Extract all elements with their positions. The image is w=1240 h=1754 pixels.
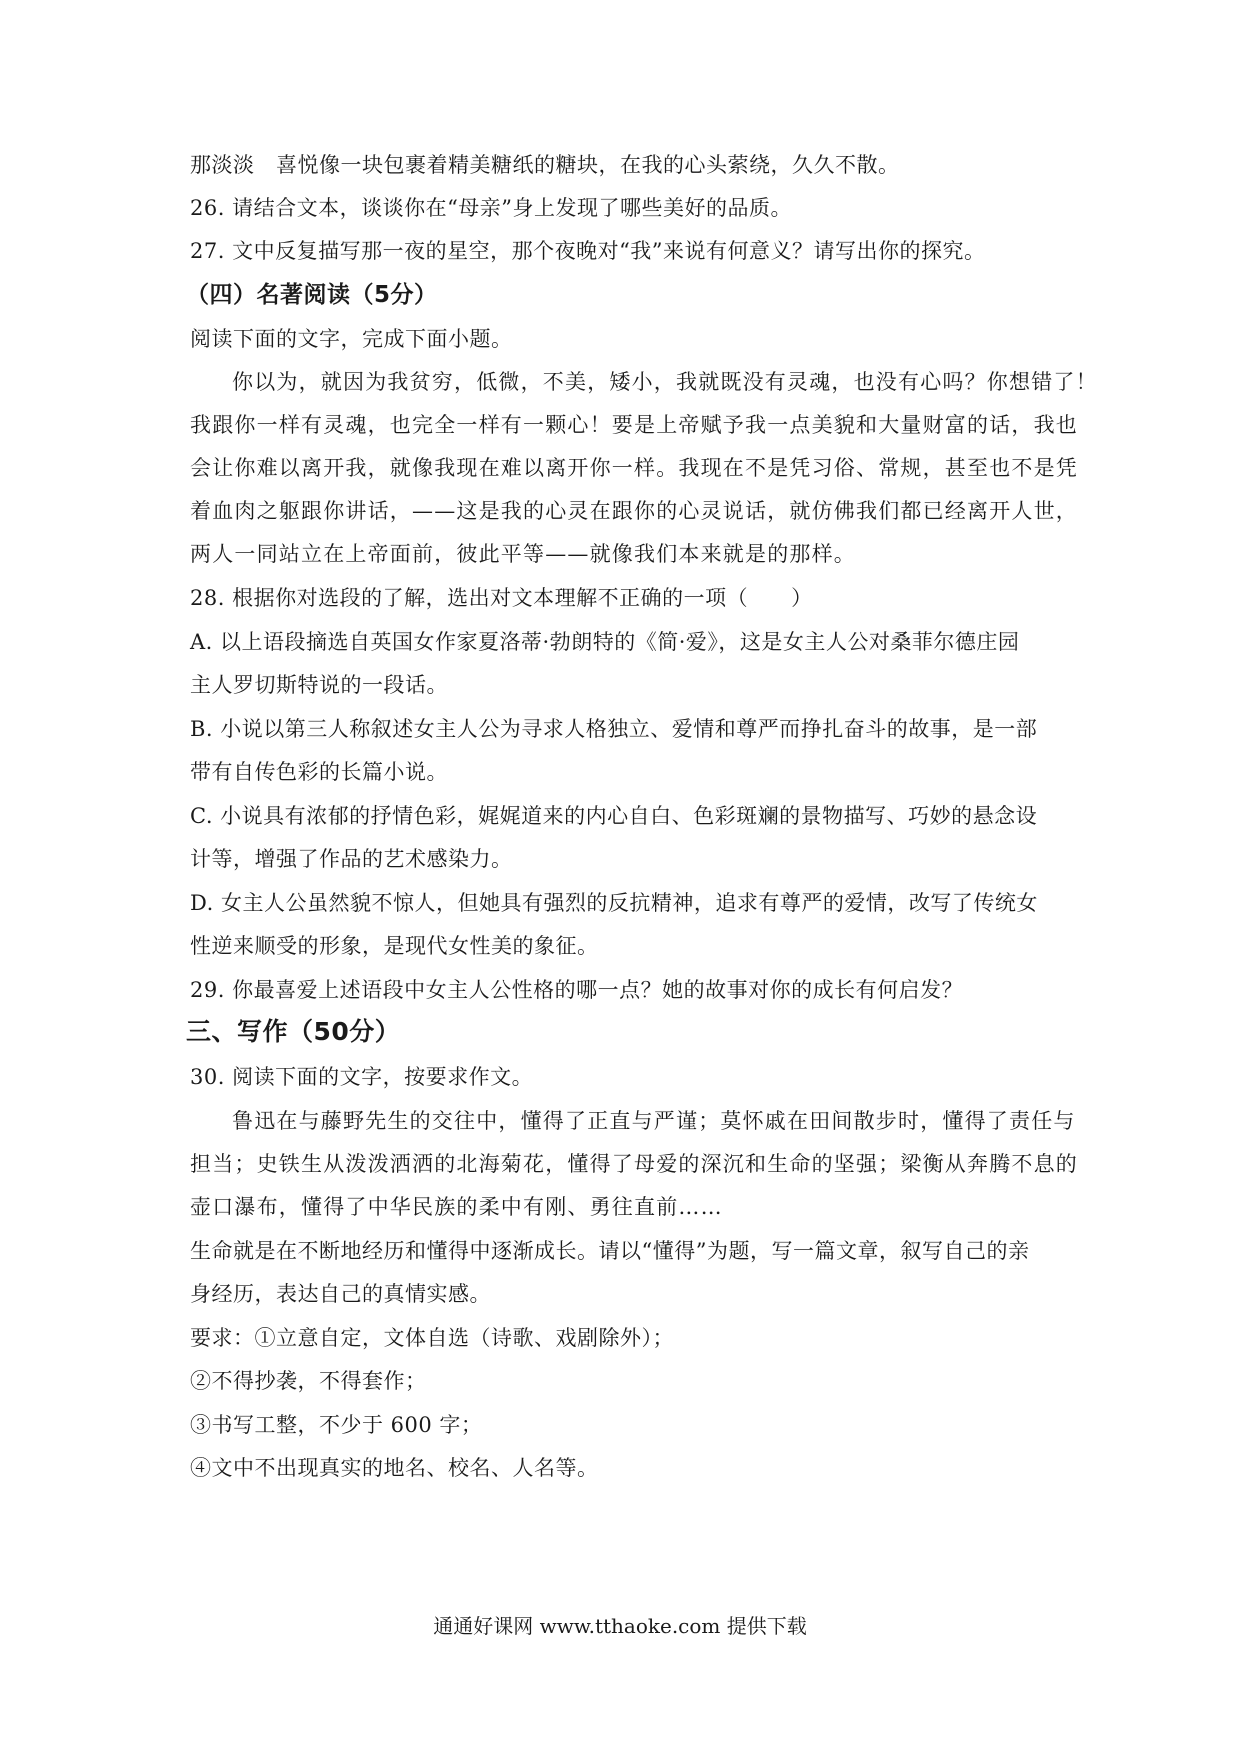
page-footer: 通通好课网 www.tthaoke.com 提供下载 <box>433 1614 807 1638</box>
writing-prompt-line: 身经历，表达自己的真情实感。 <box>190 1282 491 1306</box>
question-30: 30. 阅读下面的文字，按要求作文。 <box>190 1065 534 1089</box>
option-d-line2: 性逆来顺受的形象，是现代女性美的象征。 <box>190 934 599 958</box>
option-a-line2: 主人罗切斯特说的一段话。 <box>190 673 448 697</box>
excerpt-line: 会让你难以离开我，就像我现在难以离开你一样。我现在不是凭习俗、常规，甚至也不是凭 <box>190 456 1078 480</box>
option-d-line1: D. 女主人公虽然貌不惊人，但她具有强烈的反抗精神，追求有尊严的爱情，改写了传统女 <box>190 891 1038 915</box>
reading-instruction: 阅读下面的文字，完成下面小题。 <box>190 327 513 351</box>
excerpt-line: 两人一同站立在上帝面前，彼此平等——就像我们本来就是的那样。 <box>190 542 856 566</box>
section-heading-writing: 三、写作（50分） <box>186 1017 401 1046</box>
question-29: 29. 你最喜爱上述语段中女主人公性格的哪一点？她的故事对你的成长有何启发？ <box>190 978 964 1002</box>
writing-material-line: 鲁迅在与藤野先生的交往中，懂得了正直与严谨；莫怀戚在田间散步时，懂得了责任与 <box>232 1109 1076 1133</box>
writing-prompt-line: 生命就是在不断地经历和懂得中逐渐成长。请以“懂得”为题，写一篇文章，叙写自己的亲 <box>190 1239 1030 1263</box>
option-b-line2: 带有自传色彩的长篇小说。 <box>190 760 448 784</box>
requirement-item: 要求：①立意自定，文体自选（诗歌、戏剧除外）； <box>190 1326 674 1350</box>
excerpt-line: 着血肉之躯跟你讲话，——这是我的心灵在跟你的心灵说话，就仿佛我们都已经离开人世， <box>190 499 1078 523</box>
requirement-item: ④文中不出现真实的地名、校名、人名等。 <box>190 1456 599 1480</box>
question-27: 27. 文中反复描写那一夜的星空，那个夜晚对“我”来说有何意义？请写出你的探究。 <box>190 239 986 263</box>
option-b-line1: B. 小说以第三人称叙述女主人公为寻求人格独立、爱情和尊严而挣扎奋斗的故事，是一部 <box>190 717 1038 741</box>
question-26: 26. 请结合文本，谈谈你在“母亲”身上发现了哪些美好的品质。 <box>190 196 793 220</box>
requirement-item: ③书写工整，不少于 600 字； <box>190 1413 483 1437</box>
excerpt-line: 我跟你一样有灵魂，也完全一样有一颗心！要是上帝赋予我一点美貌和大量财富的话，我也 <box>190 413 1078 437</box>
option-a-line1: A. 以上语段摘选自英国女作家夏洛蒂·勃朗特的《简·爱》，这是女主人公对桑菲尔德庄园 <box>190 630 1020 654</box>
writing-material-line: 担当；史铁生从泼泼洒洒的北海菊花，懂得了母爱的深沉和生命的坚强；梁衡从奔腾不息的 <box>190 1152 1078 1176</box>
question-28: 28. 根据你对选段的了解，选出对文本理解不正确的一项（ ） <box>190 586 813 610</box>
option-c-line2: 计等，增强了作品的艺术感染力。 <box>190 847 513 871</box>
excerpt-line: 你以为，就因为我贫穷，低微，不美，矮小，我就既没有灵魂，也没有心吗？你想错了！ <box>232 370 1098 394</box>
writing-material-line: 壶口瀑布，懂得了中华民族的柔中有刚、勇往直前…… <box>190 1195 723 1219</box>
section-heading-classics-reading: （四）名著阅读（5分） <box>186 282 438 308</box>
option-c-line1: C. 小说具有浓郁的抒情色彩，娓娓道来的内心自白、色彩斑斓的景物描写、巧妙的悬念设 <box>190 804 1038 828</box>
requirement-item: ②不得抄袭，不得套作； <box>190 1369 427 1393</box>
paragraph-continuation: 那淡淡 喜悦像一块包裹着精美糖纸的糖块，在我的心头萦绕，久久不散。 <box>190 153 900 177</box>
